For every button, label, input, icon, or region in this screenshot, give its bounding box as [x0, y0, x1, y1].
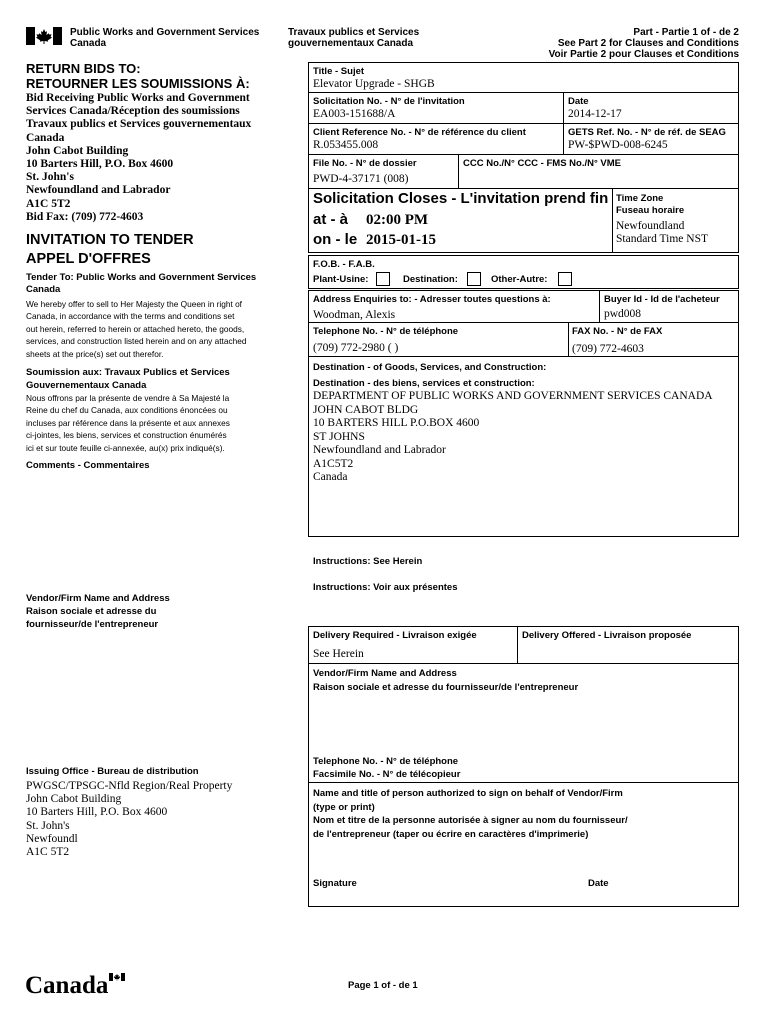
- solicitation-closes-label: Solicitation Closes - L'invitation prend fin: [313, 190, 609, 207]
- vendor-label-left: Vendor/Firm Name and Address Raison sociale et adresse du fournisseur/de l'entrepreneur: [26, 593, 170, 630]
- vendor-name-label: Vendor/Firm Name and Address Raison sociale et adresse du fournisseur/de l'entrepreneur: [313, 668, 579, 693]
- buyer-id-label: Buyer Id - Id de l'acheteur: [604, 294, 720, 305]
- solicitation-no-value: EA003-151688/A: [313, 108, 396, 120]
- plant-label: Plant-Usine:: [313, 274, 369, 285]
- closing-time-value: 02:00 PM: [366, 212, 429, 228]
- ccc-no-label: CCC No./N° CCC - FMS No./N° VME: [463, 158, 622, 169]
- destination-checkbox[interactable]: [467, 272, 481, 286]
- signature-label: Signature: [313, 878, 357, 889]
- department-name-fr: Travaux publics et Services gouvernementaux Canada: [288, 27, 420, 49]
- client-reference-label: Client Reference No. - N° de référence du client: [313, 127, 526, 138]
- department-name-en: Public Works and Government Services Canada: [70, 27, 260, 49]
- client-reference-value: R.053455.008: [313, 139, 379, 151]
- issuing-office-address: PWGSC/TPSGC-Nfld Region/Real Property John Cabot Building 10 Barters Hill, P.O. Box 4600 St. John's Newfoundl A1C 5T2: [26, 780, 233, 859]
- destination-address: DEPARTMENT OF PUBLIC WORKS AND GOVERNMENT SERVICES CANADA JOHN CABOT BLDG 10 BARTERS HILL P.O.BOX 4600 ST JOHNS Newfoundland and Labrador A1C5T2 Canada: [313, 390, 713, 483]
- gets-ref-value: PW-$PWD-008-6245: [568, 139, 668, 151]
- buyer-id-value: pwd008: [604, 308, 642, 320]
- delivery-required-label: Delivery Required - Livraison exigée: [313, 630, 477, 641]
- at-label: at - à: [313, 211, 349, 228]
- time-zone-label: Time Zone Fuseau horaire: [616, 193, 685, 216]
- return-bids-heading: RETURN BIDS TO: RETOURNER LES SOUMISSIONS À:: [26, 61, 250, 91]
- part-indicator: Part - Partie 1 of - de 2 See Part 2 for Clauses and Conditions Voir Partie 2 pour Clauses et Conditions: [548, 27, 739, 60]
- time-zone-value: Newfoundland Standard Time NST: [616, 220, 709, 245]
- telephone-label: Telephone No. - N° de téléphone: [313, 326, 459, 337]
- instructions-en: Instructions: See Herein: [313, 556, 423, 567]
- address-enquiries-value: Woodman, Alexis: [313, 309, 396, 321]
- canada-wordmark: Canada: [25, 972, 109, 999]
- signature-date-label: Date: [588, 878, 609, 889]
- plant-checkbox[interactable]: [376, 272, 390, 286]
- page-number: Page 1 of - de 1: [348, 980, 418, 991]
- other-label: Other-Autre:: [491, 274, 548, 285]
- issuing-office-label: Issuing Office - Bureau de distribution: [26, 766, 199, 777]
- gets-ref-label: GETS Ref. No. - N° de réf. de SEAG: [568, 127, 726, 138]
- fax-label: FAX No. - N° de FAX: [572, 326, 663, 337]
- date-label: Date: [568, 96, 589, 107]
- file-no-value: PWD-4-37171 (008): [313, 173, 409, 185]
- instructions-fr: Instructions: Voir aux présentes: [313, 582, 458, 593]
- authorized-person-label: Name and title of person authorized to sign on behalf of Vendor/Firm (type or print) Nom et titre de la personne autorisée à signer au nom du fournisseur/ de l'entrepreneur (taper ou écrire en caractères d'imprimerie): [313, 788, 628, 840]
- date-value: 2014-12-17: [568, 108, 622, 120]
- canada-flag-icon: [26, 27, 62, 45]
- destination-fob-label: Destination:: [403, 274, 458, 285]
- closing-date-value: 2015-01-15: [366, 232, 436, 248]
- tender-to: Tender To: Public Works and Government Services Canada: [26, 272, 257, 295]
- comments-label: Comments - Commentaires: [26, 460, 150, 471]
- offer-text-fr: Nous offrons par la présente de vendre à Sa Majesté la Reine du chef du Canada, aux conditions énoncées ou incluses par référence dans la présente et aux annexes ci-jointes, les biens, services et construction énumérés ici et sur toute feuille ci-annexée, au(x) prix indiqué(s).: [26, 393, 230, 453]
- title-label: Title - Sujet: [313, 66, 365, 77]
- offer-text-en: We hereby offer to sell to Her Majesty the Queen in right of Canada, in accordance with the terms and conditions set out herein, referred to herein or attached hereto, the goods, services, and construction listed herein and on any attached sheets at the price(s) set out therefor.: [26, 299, 247, 359]
- file-no-label: File No. - N° de dossier: [313, 158, 417, 169]
- title-value: Elevator Upgrade - SHGB: [313, 78, 435, 90]
- telephone-value: (709) 772-2980 ( ): [313, 342, 399, 354]
- vendor-phone-fax-label: Telephone No. - N° de téléphone Facsimile No. - N° de télécopieur: [313, 756, 461, 780]
- delivery-required-value: See Herein: [313, 648, 364, 660]
- delivery-offered-label: Delivery Offered - Livraison proposée: [522, 630, 692, 641]
- wordmark-flag-icon: [109, 968, 125, 976]
- other-checkbox[interactable]: [558, 272, 572, 286]
- on-label: on - le: [313, 231, 358, 248]
- destination-goods-label: Destination - of Goods, Services, and Construction: Destination - des biens, services et construction:: [313, 362, 547, 389]
- soumission-aux: Soumission aux: Travaux Publics et Services Gouvernementaux Canada: [26, 367, 230, 391]
- fax-value: (709) 772-4603: [572, 343, 644, 355]
- address-enquiries-label: Address Enquiries to: - Adresser toutes questions à:: [313, 294, 551, 305]
- fob-label: F.O.B. - F.A.B.: [313, 259, 375, 270]
- invitation-heading: INVITATION TO TENDER APPEL D'OFFRES: [26, 232, 194, 267]
- return-address: Bid Receiving Public Works and Government Services Canada/Réception des soumissions Travaux publics et Services gouvernementaux Canada John Cabot Building 10 Barters Hill, P.O. Box 4600 St. John's Newfoundland and Labrador A1C 5T2 Bid Fax: (709) 772-4603: [26, 92, 252, 223]
- solicitation-no-label: Solicitation No. - N° de l'invitation: [313, 96, 465, 107]
